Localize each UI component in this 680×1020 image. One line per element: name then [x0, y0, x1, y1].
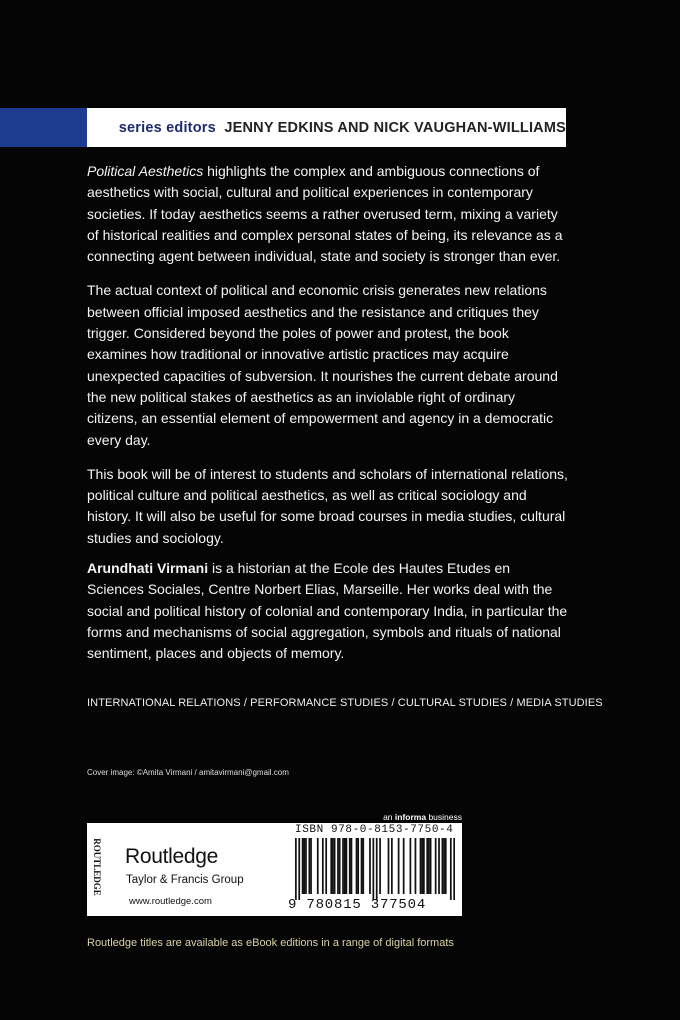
publisher-url[interactable]: www.routledge.com	[129, 896, 212, 907]
barcode-bar	[351, 838, 353, 894]
publisher-barcode-box	[87, 823, 462, 916]
author-bio-text: is a historian at the Ecole des Hautes Etudes en Sciences Sociales, Centre Norbert Elias, Marseille. Her works deal with the social and political history of colonial and contemporary India, in particular the forms and mechanisms of social aggregation, symbols and rituals of national sentiment, places and objects of memory.	[87, 560, 568, 662]
description-paragraph-2: The actual context of political and economic crisis generates new relations between official imposed aesthetics and the resistance and critiques they trigger. Considered beyond the poles of power and protest, the book examines how traditional or innovative artistic practices may acquire unexpected capacities of subversion. It nourishes the current debate around the new political stakes of aesthetics as an inviolable right of ordinary citizens, an essential element of empowerment and agency in a democratic every day.	[87, 282, 558, 448]
barcode-bar	[421, 838, 423, 894]
barcode-bar	[369, 838, 371, 894]
barcode-bar	[415, 838, 417, 894]
barcode-bar	[298, 838, 300, 900]
barcode-bar	[346, 838, 348, 894]
series-editors-banner	[0, 108, 566, 147]
barcode-bar	[356, 838, 358, 894]
barcode-bar	[322, 838, 324, 894]
barcode-bar	[308, 838, 310, 894]
routledge-vertical-logo	[89, 837, 105, 897]
description-paragraph-3: This book will be of interest to students and scholars of international relations, political culture and political aesthetics, as well as critical sociology and history. It will also be useful for some broad courses in media studies, cultural studies and sociology.	[87, 465, 568, 546]
barcode-bar	[438, 838, 440, 894]
barcode-bar	[391, 838, 393, 894]
series-editors-label: series editors	[118, 119, 216, 136]
informa-brand: informa	[394, 812, 427, 822]
book-description	[87, 161, 569, 562]
barcode-bar	[342, 838, 344, 894]
barcode-bar	[302, 838, 304, 894]
barcode-bar	[337, 838, 339, 894]
barcode-bar	[349, 838, 351, 894]
barcode-bar	[379, 838, 381, 894]
barcode-bar	[435, 838, 437, 894]
barcode-bar	[442, 838, 444, 894]
barcode-bar	[428, 838, 430, 894]
series-accent-block	[0, 108, 87, 147]
barcode-bar	[443, 838, 445, 894]
isbn-label: ISBN 978-0-8153-7750-4	[295, 824, 454, 836]
barcode-bar	[445, 838, 447, 894]
barcode-bar	[426, 838, 428, 894]
barcode-bar	[410, 838, 412, 894]
barcode-bar	[305, 838, 307, 894]
barcode-bar	[362, 838, 364, 894]
barcode-bar	[295, 838, 297, 900]
barcode-bar	[310, 838, 312, 894]
barcode-digits: 9 780815 377504	[288, 897, 427, 913]
barcode-bar	[420, 838, 422, 894]
barcode-bar	[361, 838, 363, 894]
book-title: Political Aesthetics	[87, 163, 204, 179]
barcode-bar	[317, 838, 319, 894]
barcode-bar	[330, 838, 332, 894]
barcode-bar	[430, 838, 432, 894]
barcode-bar	[388, 838, 390, 894]
isbn-barcode	[295, 838, 455, 900]
cover-image-credit: Cover image: ©Amita Virmani / amitavirmani@gmail.com	[87, 768, 289, 777]
series-editors-text	[119, 120, 566, 136]
barcode-bar	[398, 838, 400, 894]
informa-suffix: business	[426, 812, 462, 822]
barcode-bar	[453, 838, 455, 900]
barcode-bar	[423, 838, 425, 894]
barcode-bar	[450, 838, 452, 900]
description-paragraph-1-text: highlights the complex and ambiguous connections of aesthetics with social, cultural and political experiences in contemporary societies. If today aesthetics seems a rather overused term, mixing a variety of historical realities and complex personal states of being, its relevance as a connecting agent between individual, state and society is stronger than ever.	[87, 163, 563, 265]
publisher-group: Taylor & Francis Group	[126, 874, 244, 886]
ebook-availability-note: Routledge titles are available as eBook editions in a range of digital formats	[87, 937, 454, 949]
informa-prefix: an	[383, 812, 395, 822]
author-bio	[87, 558, 569, 664]
description-paragraph-1	[87, 161, 569, 267]
publisher-name: Routledge	[125, 845, 219, 868]
subject-categories: INTERNATIONAL RELATIONS / PERFORMANCE STUDIES / CULTURAL STUDIES / MEDIA STUDIES	[87, 697, 603, 709]
barcode-bar	[339, 838, 341, 894]
barcode-bar	[372, 838, 374, 900]
barcode-bar	[403, 838, 405, 894]
author-name: Arundhati Virmani	[87, 560, 209, 576]
barcode-bar	[344, 838, 346, 894]
barcode-bar	[376, 838, 378, 900]
informa-business-tagline	[370, 812, 462, 822]
barcode-bar	[357, 838, 359, 894]
barcode-bar	[303, 838, 305, 894]
barcode-bar	[334, 838, 336, 894]
barcode-bar	[332, 838, 334, 894]
routledge-vertical-text: ROUTLEDGE	[92, 838, 102, 896]
barcode-bar	[325, 838, 327, 894]
series-editors-names: JENNY EDKINS AND NICK VAUGHAN-WILLIAMS	[224, 119, 566, 136]
